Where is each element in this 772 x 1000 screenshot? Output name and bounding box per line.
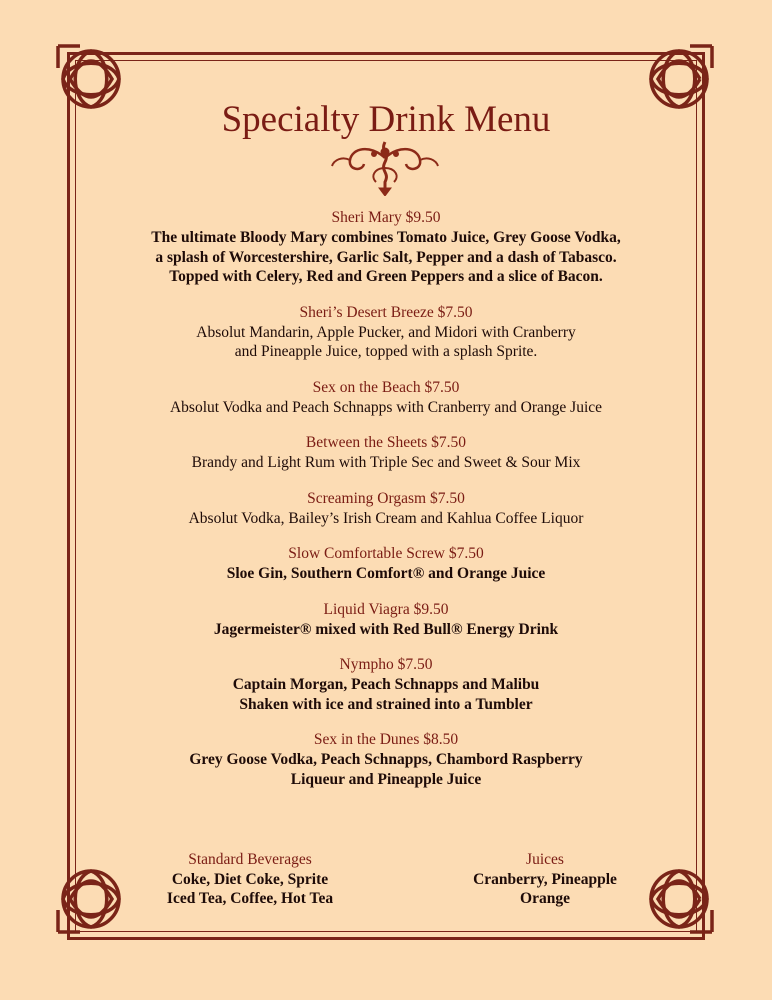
standard-beverages-header: Standard Beverages — [188, 851, 312, 868]
drink-item — [110, 655, 662, 714]
drink-item — [110, 600, 662, 640]
drink-description: Absolut Vodka and Peach Schnapps with Cranberry and Orange Juice — [169, 398, 603, 416]
drink-name: Screaming Orgasm $7.50 — [307, 489, 465, 507]
drink-item — [110, 730, 662, 789]
drink-list — [110, 208, 662, 805]
drink-name: Between the Sheets $7.50 — [305, 434, 467, 451]
juices-line: Cranberry, Pineapple — [473, 870, 617, 888]
drink-description: a splash of Worcestershire, Garlic Salt, Pepper and a dash of Tabasco. — [155, 248, 617, 266]
drink-name: Slow Comfortable Screw $7.50 — [288, 545, 484, 562]
drink-description: Brandy and Light Rum with Triple Sec and Sweet & Sour Mix — [191, 454, 581, 471]
juices-line: Orange — [520, 890, 570, 907]
ornament-flourish-icon — [330, 138, 440, 196]
drink-description: Absolut Vodka, Bailey’s Irish Cream and Kahlua Coffee Liquor — [188, 509, 584, 527]
drink-description: Shaken with ice and strained into a Tumbler — [239, 695, 533, 713]
standard-beverages-line: Iced Tea, Coffee, Hot Tea — [166, 890, 334, 907]
drink-description: Liqueur and Pineapple Juice — [290, 770, 482, 788]
drink-item — [110, 303, 662, 362]
drink-name: Nympho $7.50 — [339, 656, 433, 673]
drink-name: Sex in the Dunes $8.50 — [313, 731, 459, 748]
celtic-knot-icon — [638, 858, 720, 940]
drink-item — [110, 544, 662, 584]
drink-description: Absolut Mandarin, Apple Pucker, and Midori with Cranberry — [196, 323, 576, 341]
drink-item — [110, 208, 662, 287]
drink-description: Grey Goose Vodka, Peach Schnapps, Chambord Raspberry — [189, 751, 583, 768]
drink-description: and Pineapple Juice, topped with a splash Sprite. — [234, 343, 538, 360]
drink-name: Sheri Mary $9.50 — [331, 209, 441, 226]
menu-title: Specialty Drink Menu — [221, 99, 551, 140]
drink-item — [110, 433, 662, 473]
drink-description: Sloe Gin, Southern Comfort® and Orange Juice — [226, 565, 546, 582]
drink-description: The ultimate Bloody Mary combines Tomato Juice, Grey Goose Vodka, — [151, 229, 621, 246]
drink-name: Sheri’s Desert Breeze $7.50 — [299, 303, 473, 321]
juices — [450, 850, 640, 909]
drink-description: Captain Morgan, Peach Schnapps and Malibu — [232, 676, 540, 693]
standard-beverages — [150, 850, 350, 909]
drink-name: Sex on the Beach $7.50 — [312, 378, 460, 396]
juices-header: Juices — [526, 851, 564, 868]
drink-description: Topped with Celery, Red and Green Peppers and a slice of Bacon. — [169, 268, 603, 285]
celtic-knot-icon — [50, 858, 132, 940]
drink-description: Jagermeister® mixed with Red Bull® Energy Drink — [213, 620, 559, 638]
standard-beverages-line: Coke, Diet Coke, Sprite — [171, 870, 329, 888]
drink-name: Liquid Viagra $9.50 — [323, 600, 449, 618]
drink-item — [110, 489, 662, 529]
drink-item — [110, 378, 662, 418]
